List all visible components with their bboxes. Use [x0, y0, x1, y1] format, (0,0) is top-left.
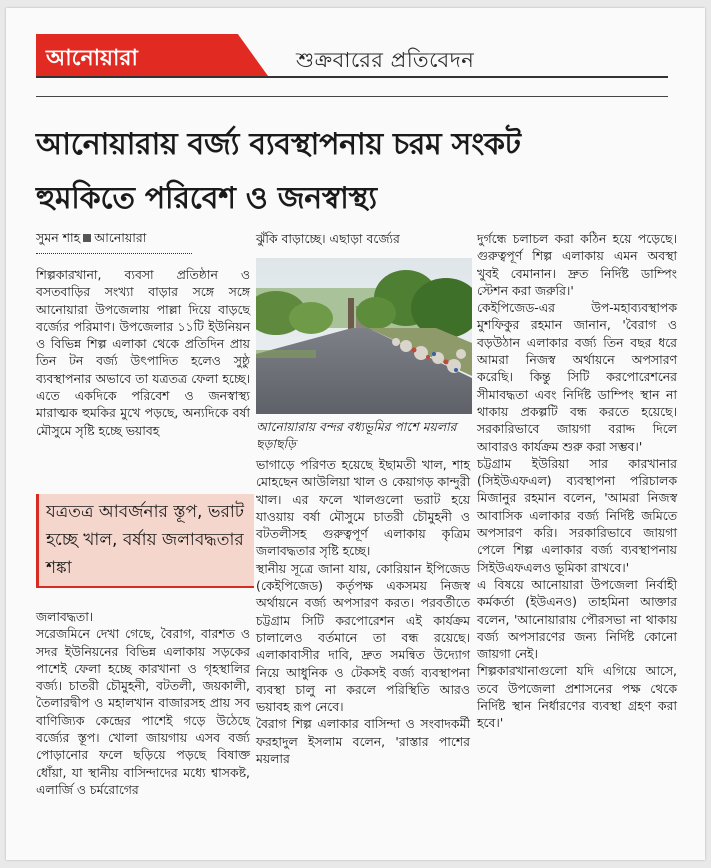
- headline-line-2: হুমকিতে পরিবেশ ও জনস্বাস্থ্য: [36, 181, 377, 216]
- square-separator-icon: [83, 234, 91, 242]
- paragraph: শিল্পকারখানা, ব্যবসা প্রতিষ্ঠান ও বসতবাড়ির সংখ্যা বাড়ার সঙ্গে সঙ্গে আনোয়ারা উপজেলায় পাল্লা দিয়ে বাড়ছে বর্জ্যের পরিমাণ। উপজেলার ১১টি ইউনিয়ন ও বিভিন্ন শিল্প এলাকা থেকে প্রতিদিন প্রায় তিন টন বর্জ্য উৎপাদিত হলেও সুষ্ঠু ব্যবস্থাপনার অভাবে তা যত্রতত্র ফেলা হচ্ছে। এতে একদিকে পরিবেশ ও জনস্বাস্থ্য মারাত্মক হুমকির মুখে পড়ছে, অন্যদিকে বর্ষা মৌসুমে সৃষ্টি হচ্ছে ভয়াবহ: [36, 267, 250, 438]
- byline: [36, 230, 192, 254]
- news-photo: [256, 258, 472, 414]
- column-2-top: [256, 230, 470, 247]
- paragraph: সরেজমিনে দেখা গেছে, বৈরাগ, বারশত ও সদর ইউনিয়নের বিভিন্ন এলাকায় সড়কের পাশেই ফেলা হচ্ছে কারখানা ও গৃহস্থালির বর্জ্য। চাতরী চৌমুহনী, বটতলী, জয়কালী, তৈলারদ্বীপ ও মহালখান বাজারসহ প্রায় সব বাণিজ্যিক কেন্দ্রের পাশেই গড়ে উঠেছে বর্জ্যের স্তূপ। খোলা জায়গায় এসব বর্জ্য পোড়ানোর ফলে ছড়িয়ে পড়ছে বিষাক্ত ধোঁয়া, যা স্থানীয় বাসিন্দাদের মধ্যে শ্বাসকষ্ট, এলার্জি ও চর্মরোগের: [36, 626, 250, 797]
- paragraph: এ বিষয়ে আনোয়ারা উপজেলা নির্বাহী কর্মকর্তা (ইউএনও) তাহমিনা আক্তার বলেন, 'আনোয়ারায় পৌরসভা না থাকায় বর্জ্য অপসারণের জন্য নির্দিষ্ট কোনো জায়গা নেই।: [477, 576, 677, 662]
- headline-line-1: আনোয়ারায় বর্জ্য ব্যবস্থাপনায় চরম সংকট: [36, 127, 521, 162]
- paragraph: শিল্পকারখানাগুলো যদি এগিয়ে আসে, তবে উপজেলা প্রশাসনের পক্ষ থেকে নির্দিষ্ট স্থান নির্ধারণের ব্যবস্থা গ্রহণ করা হবে।': [477, 663, 677, 731]
- pull-quote: যত্রতত্র আবর্জনার স্তূপ, ভরাট হচ্ছে খাল, বর্ষায় জলাবদ্ধতার শঙ্কা: [46, 502, 245, 578]
- column-1-top: [36, 266, 250, 439]
- section-title: শুক্রবারের প্রতিবেদন: [296, 48, 475, 72]
- section-tag: আনোয়ারা: [46, 46, 138, 71]
- paragraph: স্থানীয় সূত্রে জানা যায়, কোরিয়ান ইপিজেড (কেইপিজেড) কর্তৃপক্ষ একসময় নিজস্ব অর্থায়নে বর্জ্য অপসারণ করত। পরবর্তীতে চট্টগ্রাম সিটি করপোরেশন এই কার্যক্রম চালালেও বর্তমানে তা বন্ধ রয়েছে। এলাকাবাসীর দাবি, দ্রুত সমন্বিত উদ্যোগ নিয়ে আধুনিক ও টেকসই বর্জ্য ব্যবস্থাপনা ব্যবস্থা চালু না করলে পরিস্থিতি আরও ভয়াবহ রূপ নেবে।: [256, 560, 470, 715]
- column-3: [477, 230, 677, 732]
- photo-caption: আনোয়ারায় বন্দর বধ্যভূমির পাশে ময়লার ছড়াছড়ি: [256, 419, 457, 451]
- paragraph: কেইপিজেড-এর উপ-মহাব্যবস্থাপক মুশফিকুর রহমান জানান, 'বৈরাগ ও বড়উঠান এলাকার বর্জ্য তিন বছর ধরে আমরা নিজস্ব অর্থায়নে অপসারণ করেছি। কিন্তু সিটি করপোরেশনের সীমাবদ্ধতা এবং নির্দিষ্ট ডাম্পিং স্থান না থাকায় প্রকল্পটি বন্ধ করতে হয়েছে। সরকারিভাবে জায়গা বরাদ্দ দিলে আবারও কার্যক্রম শুরু করা সম্ভব।': [477, 300, 677, 454]
- column-1-bottom: [36, 608, 250, 798]
- pull-quote-box: [36, 494, 254, 588]
- paragraph: চট্টগ্রাম ইউরিয়া সার কারখানার (সিইউএফএল) ব্যবস্থাপনা পরিচালক মিজানুর রহমান বলেন, 'আমরা নিজস্ব আবাসিক এলাকার বর্জ্য নির্দিষ্ট জমিতে অপসারণ করি। সরকারিভাবে জায়গা পেলে শিল্প এলাকার বর্জ্য ব্যবস্থাপনায় সিইউএফএলও ভূমিকা রাখবে।': [477, 455, 677, 575]
- header-rule: [36, 96, 668, 97]
- paragraph: ভাগাড়ে পরিণত হয়েছে ইছামতী খাল, শাহ মোহছেন আউলিয়া খাল ও কেয়াগড় কান্দুরী খাল। এর ফলে খালগুলো ভরাট হয়ে যাওয়ায় বর্ষা মৌসুমে চাতরী চৌমুহনী ও বটতলীসহ গুরুত্বপূর্ণ এলাকায় কৃত্রিম জলাবদ্ধতার সৃষ্টি হচ্ছে।: [256, 457, 470, 559]
- column-2-body: [256, 456, 470, 767]
- pull-quote-bar: [36, 494, 39, 586]
- paragraph: দুর্গন্ধে চলাচল করা কঠিন হয়ে পড়েছে। গুরুত্বপূর্ণ শিল্প এলাকায় এমন অবস্থা খুবই বেমানান। দ্রুত নির্দিষ্ট ডাম্পিং স্টেশন করা জরুরি।': [477, 231, 677, 298]
- byline-place: আনোয়ারা: [94, 230, 147, 245]
- paragraph: জলাবদ্ধতা।: [36, 609, 94, 624]
- newspaper-page: [6, 8, 705, 860]
- byline-author: সুমন শাহ: [36, 230, 81, 245]
- paragraph: ঝুঁকি বাড়াচ্ছে। এছাড়া বর্জ্যের: [256, 231, 400, 246]
- road-garbage-photo-icon: [256, 258, 472, 414]
- paragraph: বৈরাগ শিল্প এলাকার বাসিন্দা ও সংবাদকর্মী ফরহাদুল ইসলাম বলেন, 'রাস্তার পাশের ময়লার: [256, 716, 470, 767]
